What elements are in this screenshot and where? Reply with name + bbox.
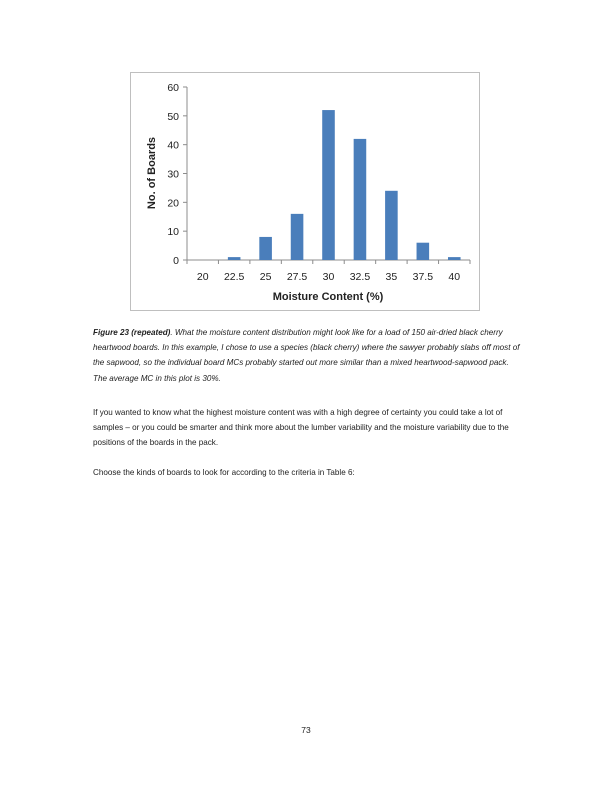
y-tick-label: 20: [167, 197, 179, 210]
y-tick-label: 40: [167, 139, 179, 152]
bar-22.5: [228, 257, 241, 260]
body-paragraph-1: If you wanted to know what the highest moisture content was with a high degree of certainty you could take a lot of samples – or you could be smarter and think more about the lumber variability and the moisture variability due to the positions of the boards in the pack.: [93, 408, 509, 448]
bar-35: [385, 191, 398, 260]
bar-chart: [131, 73, 481, 312]
figure-caption: [93, 325, 523, 386]
x-tick-label: 25: [259, 271, 272, 283]
bar-27.5: [291, 214, 304, 260]
bar-25: [259, 237, 272, 260]
x-tick-label: 22.5: [223, 271, 245, 283]
y-axis-title: No. of Boards: [146, 136, 158, 210]
bar-40: [448, 257, 461, 260]
x-axis: [187, 260, 470, 283]
figure-label: Figure 23 (repeated): [93, 328, 171, 337]
y-axis: [167, 82, 187, 267]
x-tick-label: 27.5: [286, 271, 308, 283]
y-tick-label: 30: [167, 168, 179, 181]
chart-container: [130, 72, 480, 311]
y-tick-label: 10: [167, 226, 179, 239]
page-number: 73: [301, 725, 311, 735]
body-paragraph-2: Choose the kinds of boards to look for according to the criteria in Table 6:: [93, 468, 355, 477]
x-tick-label: 37.5: [412, 271, 434, 283]
bar-37.5: [417, 243, 430, 260]
x-axis-title: Moisture Content (%): [272, 291, 384, 303]
y-tick-label: 60: [167, 82, 179, 94]
bars: [228, 110, 461, 260]
y-tick-label: 0: [173, 255, 179, 267]
bar-30: [322, 110, 335, 260]
x-tick-label: 40: [448, 271, 461, 283]
x-tick-label: 35: [385, 271, 398, 283]
bar-32.5: [354, 139, 367, 260]
x-tick-label: 20: [196, 271, 209, 283]
caption-text: . What the moisture content distribution might look like for a load of 150 air-dried black cherry heartwood boards. In this example, I chose to use a species (black cherry) where the sawyer probably slabs off most of the sapwood, so the individual board MCs probably started out more similar than a mixed heartwood-sapwood pack. The average MC in this plot is 30%.: [93, 328, 520, 383]
x-tick-label: 32.5: [349, 271, 371, 283]
x-tick-label: 30: [322, 271, 335, 283]
y-tick-label: 50: [167, 110, 179, 123]
